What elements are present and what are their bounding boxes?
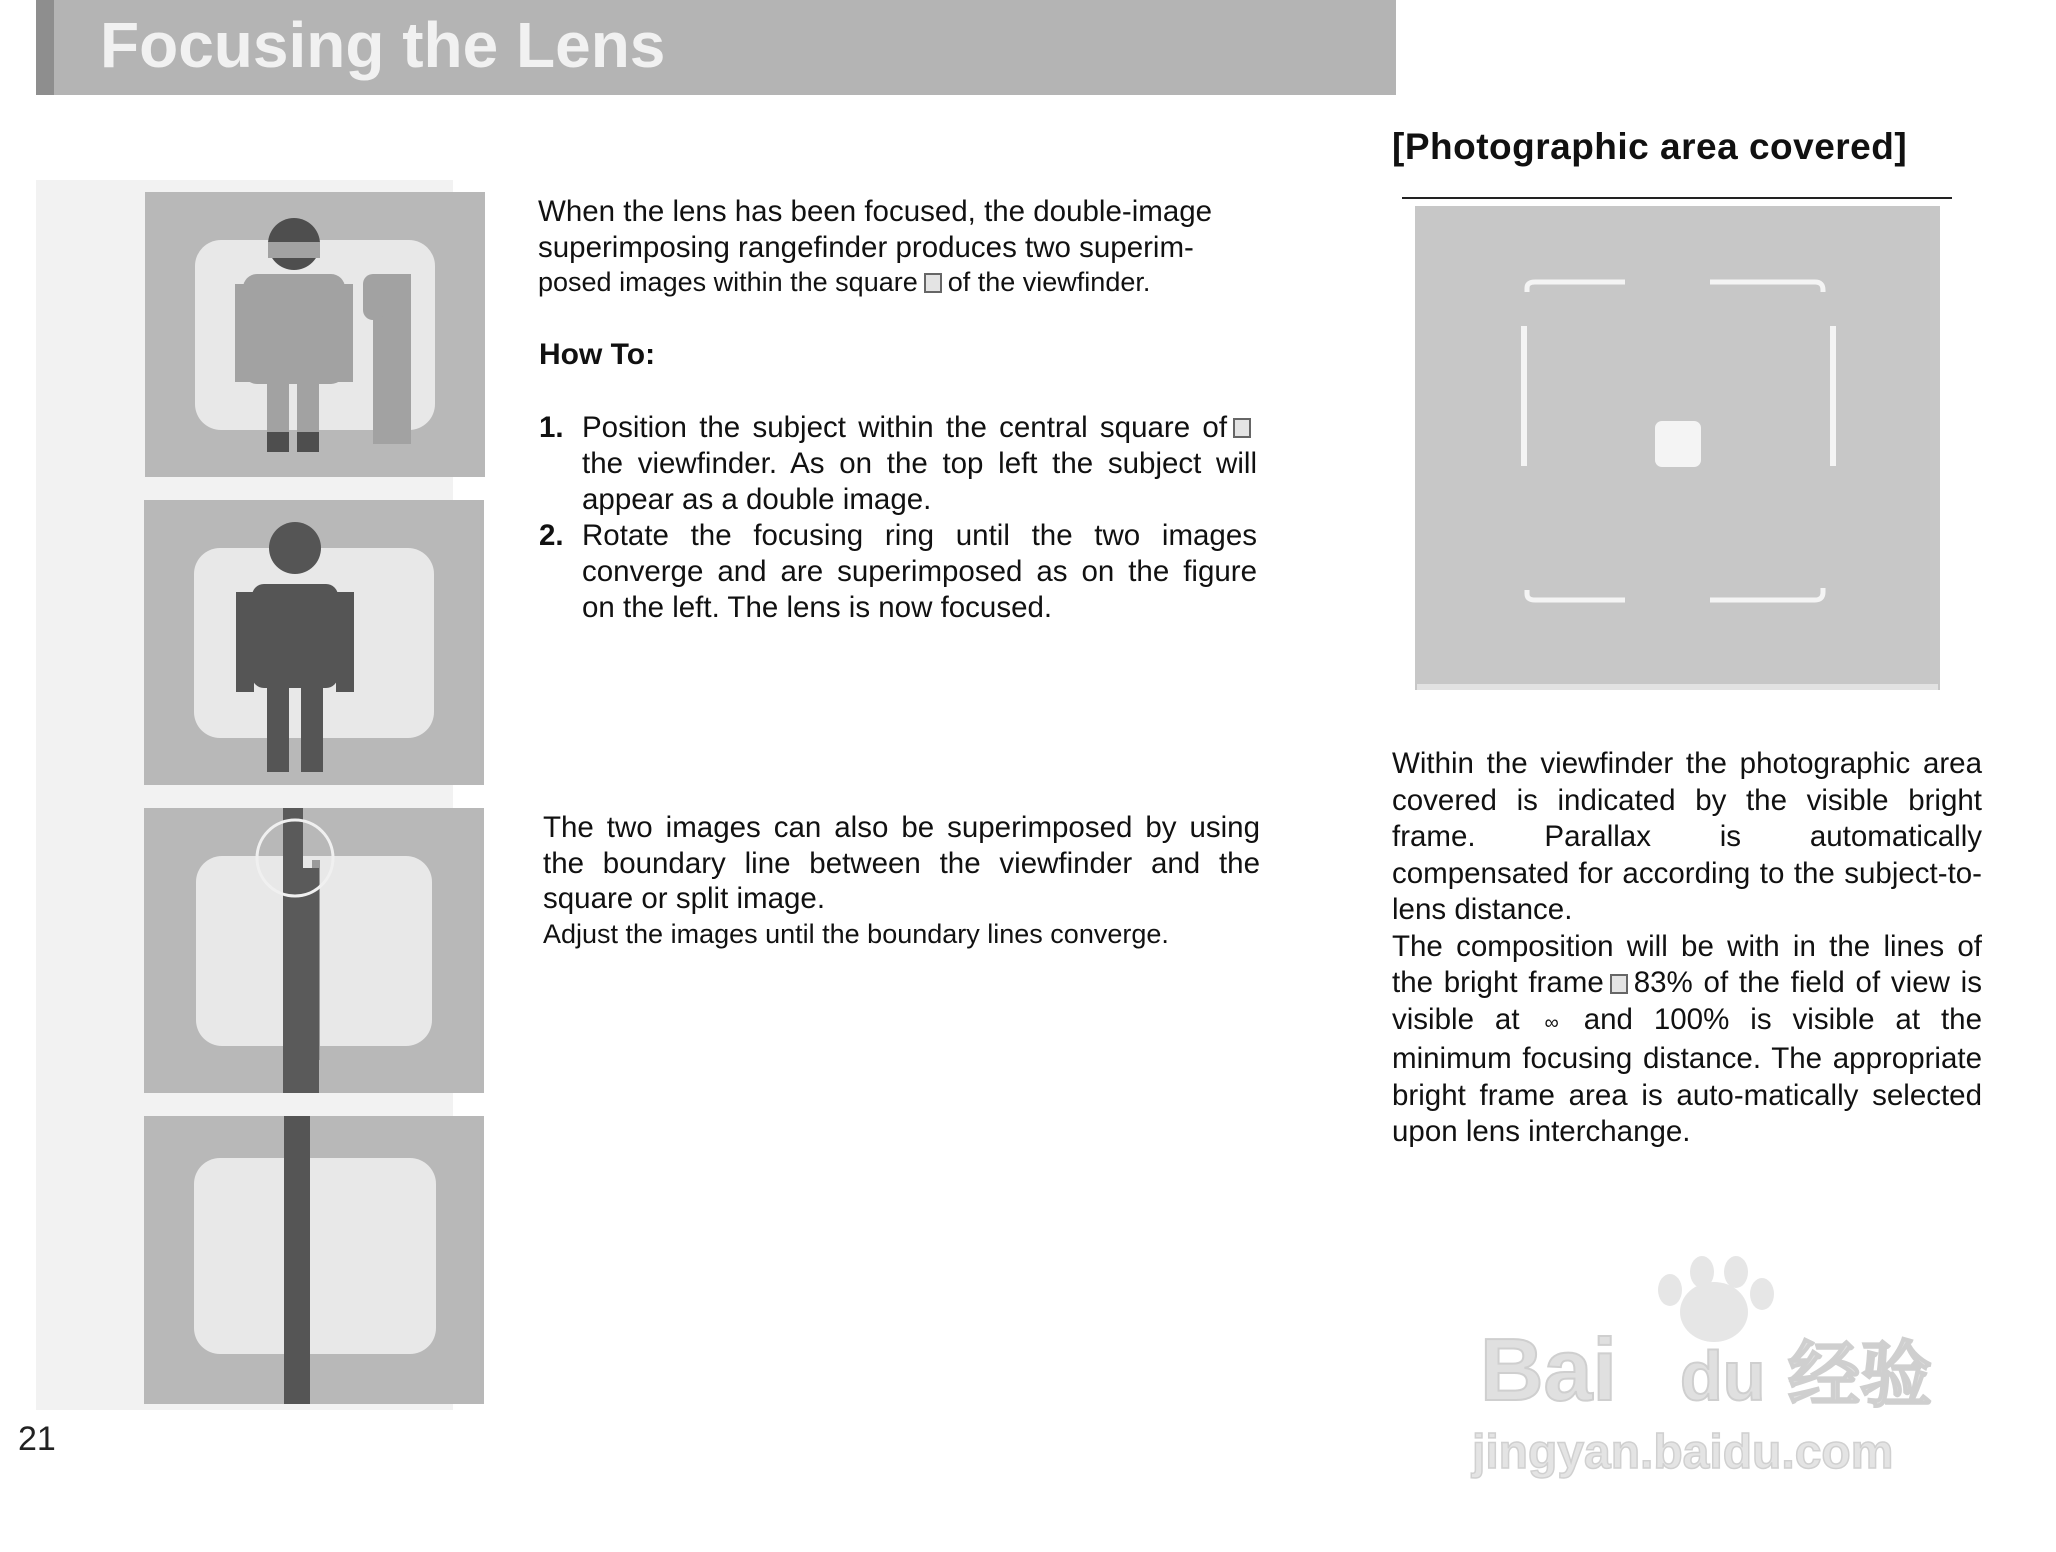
baidu-watermark-logo: [1470, 1250, 1990, 1490]
step-2: 2. Rotate the focusing ring until the two images converge and are superimposed as on the figure on the left. The lens is now focused.: [539, 519, 1257, 624]
focused-figure: [144, 500, 484, 785]
intro-line-2: superimposing rangefinder produces two superim-: [538, 230, 1194, 264]
intro-paragraph: [538, 194, 1258, 301]
svg-text:Bai: Bai: [1480, 1320, 1617, 1419]
square-symbol-icon: [1233, 418, 1251, 438]
howto-heading: How To:: [539, 338, 656, 371]
illustration-strip: [36, 180, 453, 1410]
step-2-number: 2.: [539, 519, 564, 552]
viewfinder-illustration: [1415, 206, 1940, 690]
panel-split-misaligned: [144, 808, 484, 1093]
step-1: 1. Position the subject within the central square of the viewfinder. As on the top left the subject will appear as a double image.: [539, 411, 1257, 516]
section-rule: [1402, 197, 1952, 199]
photographic-area-paragraph: [1392, 746, 1982, 1151]
composition-text: The composition will be with in the lines of the bright frame 83% of the field of view is visible at ∞ and 100% is visible at the minimum focusing distance. The appropriate bright frame area is auto-matically selected upon lens interchange.: [1392, 929, 1982, 1148]
double-image-figure: [145, 192, 485, 477]
intro-line-1: When the lens has been focused, the double-image: [538, 195, 1213, 228]
split-image-text: The two images can also be superimposed by using the boundary line between the viewfinder and the square or split image.: [543, 811, 1260, 915]
svg-text:经验: 经验: [1788, 1333, 1933, 1417]
adjust-text: Adjust the images until the boundary lines converge.: [543, 918, 1169, 949]
svg-text:jingyan.baidu.com: jingyan.baidu.com: [1472, 1426, 1894, 1479]
panel-focused-image: [144, 500, 484, 785]
page-title: Focusing the Lens: [100, 9, 666, 81]
split-image-paragraph: [543, 810, 1260, 951]
svg-text:du: du: [1680, 1337, 1766, 1415]
section-title: [Photographic area covered]: [1392, 126, 1908, 167]
header-stripe: [36, 0, 54, 95]
step-1-number: 1.: [539, 411, 564, 444]
bright-frame-symbol-icon: [1610, 974, 1628, 994]
panel-double-image: [145, 192, 485, 477]
intro-line-3: posed images within the square of the viewfinder.: [538, 267, 1151, 297]
howto-steps: [539, 410, 1257, 626]
bright-frame-text: Within the viewfinder the photographic area covered is indicated by the visible bright frame. Parallax is automatically compensated for according to the subject-to-lens distance.: [1392, 747, 1982, 926]
infinity-symbol-icon: ∞: [1544, 1011, 1559, 1034]
panel-split-aligned: [144, 1116, 484, 1404]
split-line-figure: [144, 808, 484, 1093]
aligned-line-figure: [144, 1116, 484, 1404]
square-symbol-icon: [924, 273, 942, 293]
page-number: 21: [18, 1420, 56, 1458]
